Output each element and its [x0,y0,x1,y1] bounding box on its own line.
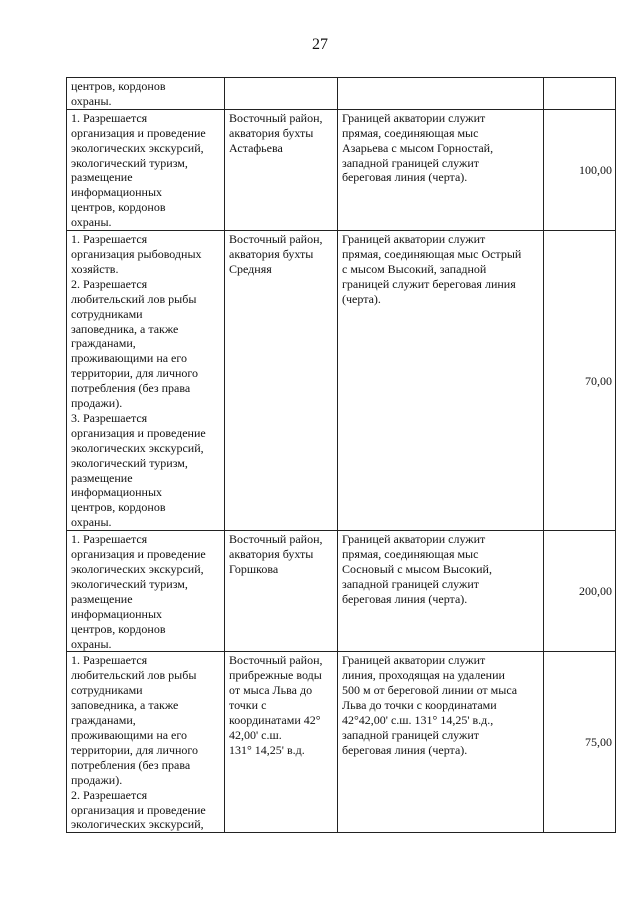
boundary-line: береговая линия (черта). [342,591,468,606]
activity-line: проживающими на его [71,727,188,742]
activity-line: гражданами, [71,713,136,728]
activity-line: охраны. [71,515,112,530]
area-cell: 75,00 [544,652,616,833]
location-cell [225,652,338,833]
activity-line: потребления (без права [71,381,191,396]
table-row [67,231,616,531]
activity-line: экологических экскурсий, [71,817,204,832]
activity-line: любительский лов рыбы [71,668,197,683]
location-line: акватория бухты [229,246,314,261]
activity-line: территории, для личного [71,366,199,381]
activity-line: организация и проведение [71,425,206,440]
location-line: 131° 14,25' в.д. [229,742,305,757]
table-row [67,109,616,230]
area-cell [544,78,616,110]
boundary-line: 500 м от береговой линии от мыса [342,683,518,698]
activity-line: размещение [71,170,133,185]
location-line: координатами 42° [229,713,321,728]
location-line: Горшкова [229,562,279,576]
location-line: Восточный район, [229,653,323,668]
activity-line: продажи). [71,396,123,411]
activity-line: размещение [71,591,133,606]
boundary-line: западной границей служит [342,727,479,742]
activity-line: организация и проведение [71,802,206,817]
area-cell: 200,00 [544,531,616,652]
location-line: акватория бухты [229,125,314,140]
boundary-line: Границей акватории служит [342,653,486,668]
boundary-line: (черта). [342,291,381,306]
table-row [67,531,616,652]
boundary-line: береговая линия (черта). [342,170,468,185]
boundary-line: Границей акватории служит [342,232,486,247]
activity-line: экологический туризм, [71,155,188,170]
boundary-line: Границей акватории служит [342,110,486,125]
activity-line: центров, кордонов [71,621,166,636]
boundary-cell [338,231,544,531]
activity-line: хозяйств. [71,261,119,276]
activity-line: 2. Разрешается [71,787,148,802]
activity-cell [67,231,225,531]
table-row [67,652,616,833]
area-cell: 70,00 [544,231,616,531]
boundary-cell [338,78,544,110]
activity-line: организация и проведение [71,125,206,140]
boundary-cell [338,109,544,230]
activity-line: потребления (без права [71,757,191,772]
activity-line: 1. Разрешается [71,232,148,247]
activity-line: информационных [71,485,163,500]
boundary-line: западной границей служит [342,576,479,591]
activity-line: экологических экскурсий, [71,562,204,576]
boundary-line: границей служит береговая линия [342,276,516,291]
location-line: акватория бухты [229,547,314,562]
activity-line: 1. Разрешается [71,110,148,125]
activity-line: 2. Разрешается [71,276,148,291]
location-cell [225,531,338,652]
zones-table [66,77,616,833]
boundary-line: западной границей служит [342,155,479,170]
activity-line: охраны. [71,636,112,651]
area-cell: 100,00 [544,109,616,230]
activity-line: экологических экскурсий, [71,140,204,155]
location-line: Восточный район, [229,232,323,247]
boundary-cell [338,531,544,652]
boundary-line: Азарьева с мысом Горностай, [342,140,494,155]
activity-line: экологический туризм, [71,576,188,591]
boundary-line: прямая, соединяющая мыс [342,125,479,140]
location-line: точки с [229,698,267,713]
activity-line: заповедника, а также [71,698,179,713]
location-line: Средняя [229,261,272,276]
activity-line: заповедника, а также [71,321,179,336]
boundary-cell [338,652,544,833]
boundary-line: прямая, соединяющая мыс Острый [342,246,522,261]
activity-line: организация рыбоводных [71,246,202,261]
activity-line: информационных [71,606,163,621]
location-line: Восточный район, [229,532,323,547]
location-cell [225,78,338,110]
activity-line: организация и проведение [71,547,206,562]
boundary-line: 42°42,00' с.ш. 131° 14,25' в.д., [342,713,494,728]
activity-line: продажи). [71,772,123,787]
boundary-line: Границей акватории служит [342,532,486,547]
activity-line: информационных [71,185,163,200]
activity-line: экологических экскурсий, [71,440,204,455]
location-line: Восточный район, [229,110,323,125]
table-row [67,78,616,110]
activity-line: сотрудниками [71,683,143,698]
location-line: прибрежные воды [229,668,322,683]
boundary-line: Сосновый с мысом Высокий, [342,562,492,576]
activity-line: гражданами, [71,336,136,351]
activity-line: охраны. [71,93,112,108]
activity-line: проживающими на его [71,351,188,366]
page-number: 27 [312,36,328,53]
location-cell [225,109,338,230]
activity-cell [67,531,225,652]
activity-line: экологический туризм, [71,455,188,470]
boundary-line: с мысом Высокий, западной [342,261,487,276]
activity-line: размещение [71,470,133,485]
activity-cell [67,78,225,110]
boundary-line: линия, проходящая на удалении [342,668,505,683]
activity-line: центров, кордонов [71,500,166,515]
activity-line: территории, для личного [71,742,199,757]
boundary-line: Льва до точки с координатами [342,698,497,713]
activity-line: охраны. [71,215,112,230]
boundary-line: береговая линия (черта). [342,742,468,757]
boundary-line: прямая, соединяющая мыс [342,547,479,562]
location-line: 42,00' с.ш. [229,727,282,742]
location-line: от мыса Льва до [229,683,313,698]
activity-line: 3. Разрешается [71,410,148,425]
activity-line: центров, кордонов [71,200,166,215]
activity-line: 1. Разрешается [71,532,148,547]
zones-table-body [67,78,616,833]
activity-cell [67,109,225,230]
activity-cell [67,652,225,833]
location-cell [225,231,338,531]
activity-line: любительский лов рыбы [71,291,197,306]
location-line: Астафьева [229,140,283,155]
activity-line: 1. Разрешается [71,653,148,668]
activity-line: центров, кордонов [71,79,166,93]
activity-line: сотрудниками [71,306,143,321]
